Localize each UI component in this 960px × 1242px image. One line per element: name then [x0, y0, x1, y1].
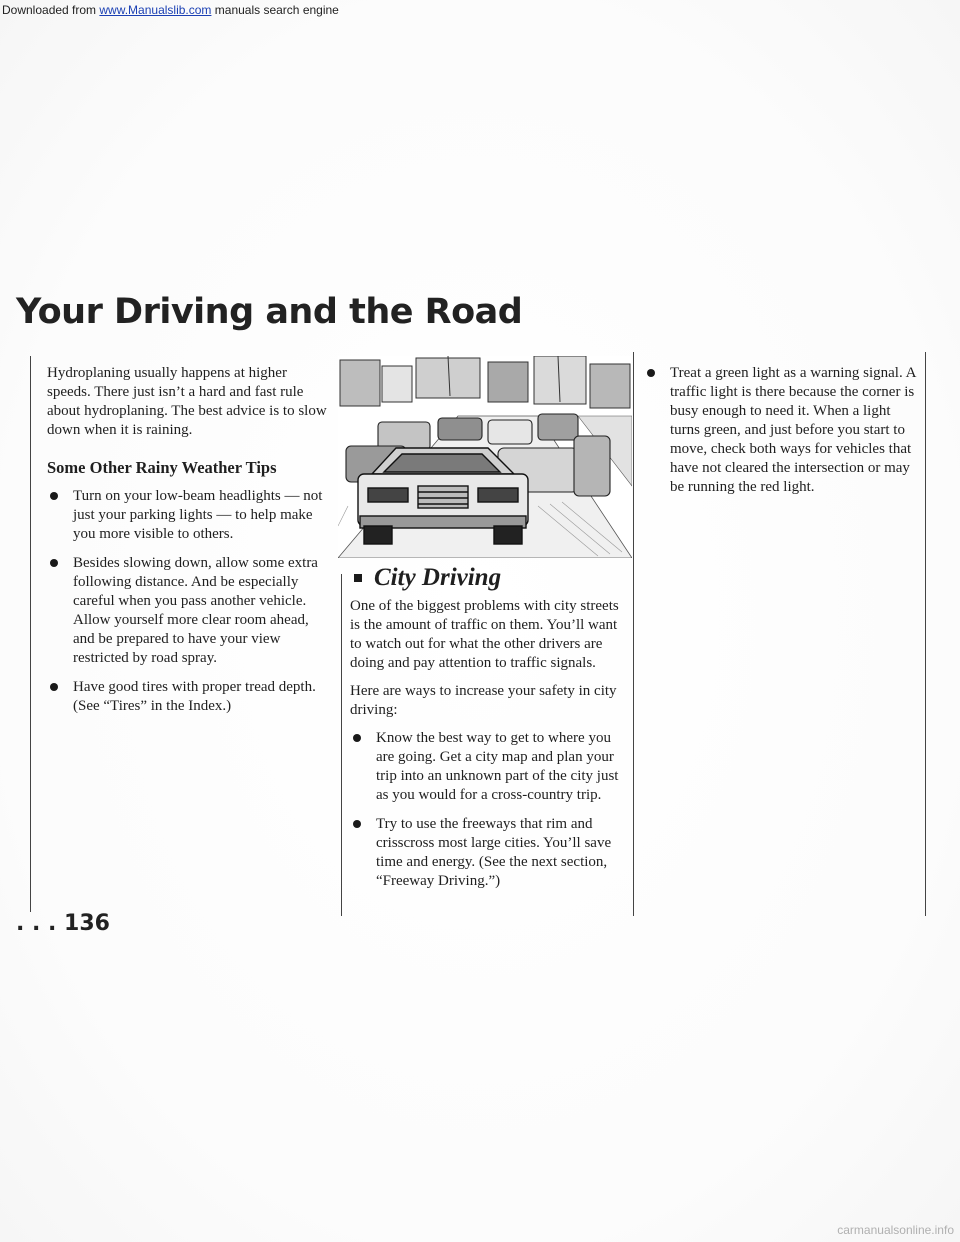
- section-square-icon: [354, 574, 362, 582]
- bullet-dot-icon: [647, 369, 655, 377]
- manualslib-link[interactable]: www.Manualslib.com: [99, 3, 212, 17]
- rainy-tips-subheading: Some Other Rainy Weather Tips: [47, 458, 277, 477]
- list-item: Besides slowing down, allow some extra following distance. And be especially careful when you pass another vehicle. Allow yourself more clear room ahead, and be prepared to have your view restricted by road spray.: [47, 554, 329, 668]
- bullet-dot-icon: [50, 492, 58, 500]
- bullet-dot-icon: [50, 559, 58, 567]
- hydroplaning-paragraph: Hydroplaning usually happens at higher speeds. There just isn’t a hard and fast rule about hydroplaning. The best advice is to slow down when it is raining.: [47, 365, 327, 438]
- city-driving-heading: City Driving: [350, 568, 620, 587]
- column-3: [644, 364, 916, 507]
- green-light-list: [644, 364, 916, 497]
- bullet-dot-icon: [353, 820, 361, 828]
- bullet-dot-icon: [50, 683, 58, 691]
- page-number: . . . 136: [16, 911, 110, 936]
- header-suffix: manuals search engine: [211, 3, 339, 17]
- city-paragraph-2: Here are ways to increase your safety in city driving:: [350, 683, 617, 718]
- column-rule-middle-a: [341, 574, 342, 916]
- city-paragraph-1: One of the biggest problems with city streets is the amount of traffic on them. You’ll want to watch out for what the other drivers are doing and pay attention to traffic signals.: [350, 598, 619, 671]
- column-rule-left: [30, 356, 31, 912]
- bullet-dot-icon: [353, 734, 361, 742]
- footer-watermark: carmanualsonline.info: [837, 1223, 954, 1237]
- rainy-tips-list: [47, 487, 329, 716]
- page-title: Your Driving and the Road: [16, 292, 523, 332]
- column-rule-middle-b: [633, 352, 634, 916]
- column-rule-right: [925, 352, 926, 916]
- header-prefix: Downloaded from: [2, 3, 100, 17]
- city-tips-list: [350, 729, 620, 891]
- city-traffic-illustration: [338, 356, 632, 558]
- list-item: Turn on your low-beam headlights — not just your parking lights — to help make you more visible to others.: [47, 487, 329, 544]
- column-1: [47, 364, 329, 726]
- column-2: [350, 564, 620, 901]
- list-item: Have good tires with proper tread depth. (See “Tires” in the Index.): [47, 678, 329, 716]
- list-item: Treat a green light as a warning signal. A traffic light is there because the corner is busy enough to need it. When a light turns green, and just before you start to move, check both ways for vehicles that have not cleared the intersection or may be running the red light.: [644, 364, 916, 497]
- list-item: Know the best way to get to where you are going. Get a city map and plan your trip into an unknown part of the city just as you would for a cross-country trip.: [350, 729, 620, 805]
- download-header: [0, 0, 960, 20]
- list-item: Try to use the freeways that rim and crisscross most large cities. You’ll save time and energy. (See the next section, “Freeway Driving.”): [350, 815, 620, 891]
